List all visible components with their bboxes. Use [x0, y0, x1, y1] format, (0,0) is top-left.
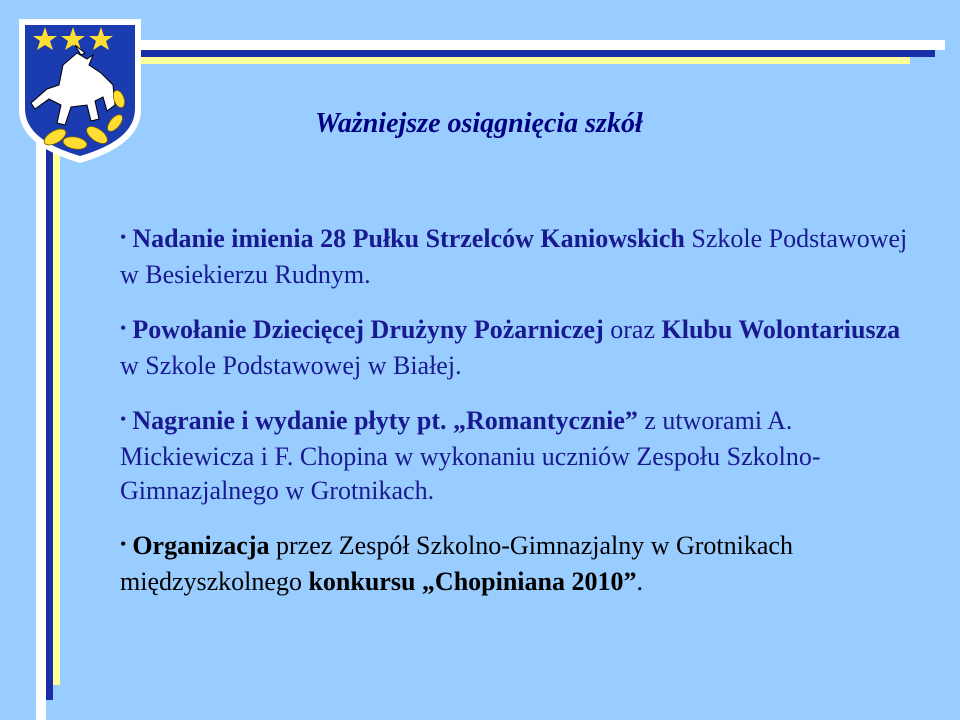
list-item: [120, 529, 920, 599]
bullet-icon: •: [120, 534, 127, 554]
frame-line-yellow-left: [53, 140, 60, 685]
item-bold-text: konkursu „Chopiniana 2010”: [308, 567, 637, 596]
coat-of-arms-unicorn-icon: [15, 15, 145, 165]
frame-line-yellow-top: [60, 57, 910, 64]
bullet-icon: •: [120, 318, 127, 338]
list-item: [120, 222, 920, 292]
item-text: z utworami A. Mickiewicza i F. Chopina w wykonaniu uczniów Zespołu Szkolno-Gimnazjalnego w Grotnikach.: [120, 406, 821, 505]
item-text: .: [636, 567, 643, 596]
item-text: oraz: [603, 315, 662, 344]
frame-line-white-top: [40, 40, 945, 50]
item-text: Szkole Podstawowej w Besiekierzu Rudnym.: [120, 224, 908, 289]
item-text: w Szkole Podstawowej w Białej.: [120, 351, 462, 380]
frame-line-white-left: [36, 140, 46, 720]
bullet-icon: •: [120, 227, 127, 247]
item-text: przez Zespół Szkolno-Gimnazjalny w Grotnikach międzyszkolnego: [120, 531, 793, 596]
item-bold-text: Nadanie imienia 28 Pułku Strzelców Kaniowskich: [132, 224, 685, 253]
bullet-icon: •: [120, 409, 127, 429]
list-item: [120, 313, 920, 383]
item-bold-text: Nagranie i wydanie płyty pt. „Romantycznie”: [132, 406, 638, 435]
item-bold-text: Klubu Wolontariusza: [661, 315, 901, 344]
list-item: [120, 404, 920, 508]
achievements-list: [120, 222, 920, 620]
item-bold-text: Organizacja: [132, 531, 270, 560]
slide-title: Ważniejsze osiągnięcia szkół: [315, 108, 643, 139]
frame-line-blue-top: [55, 50, 935, 57]
frame-line-blue-left: [46, 140, 53, 700]
item-bold-text: Powołanie Dziecięcej Drużyny Pożarniczej: [132, 315, 604, 344]
